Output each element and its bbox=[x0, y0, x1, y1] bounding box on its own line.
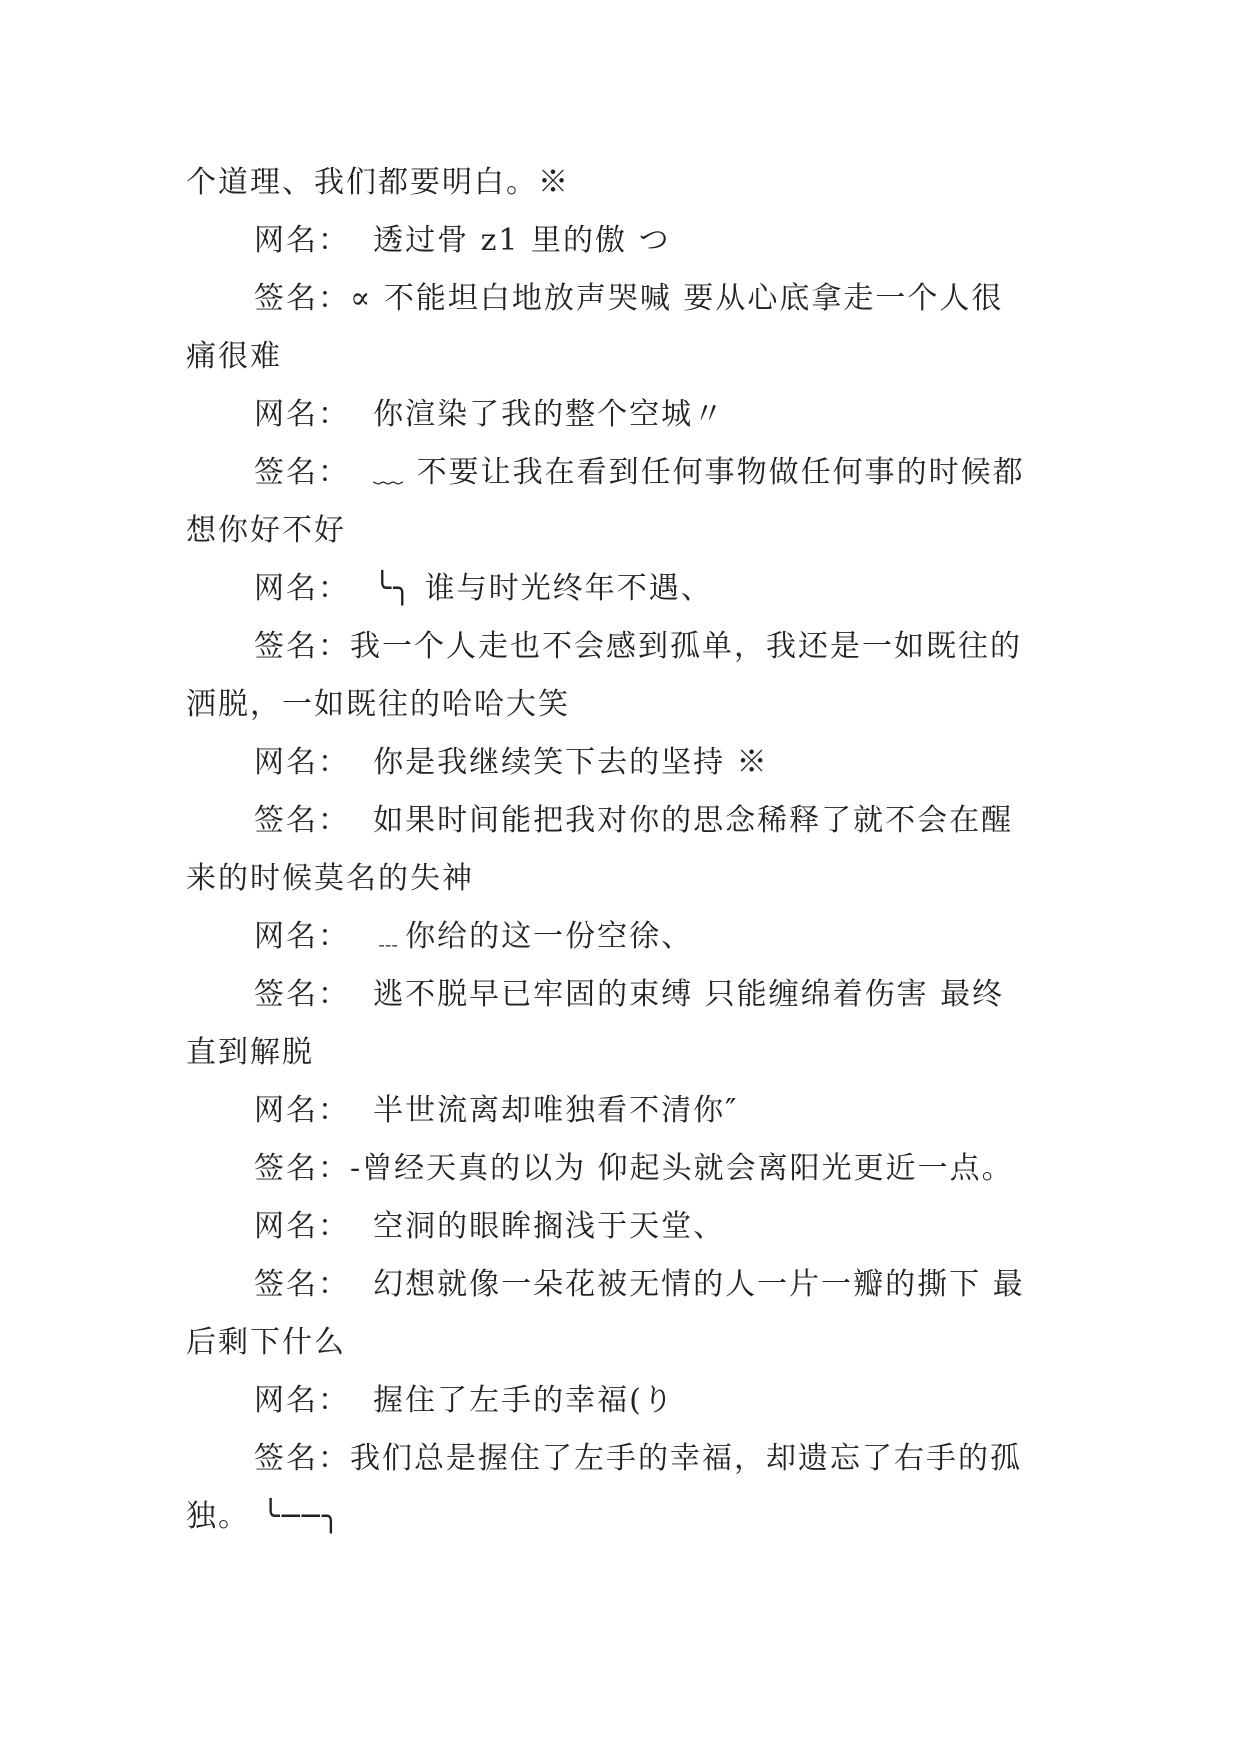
text-line: 独。 ╰──╮ bbox=[186, 1499, 342, 1534]
text-line: 网名： ﹍你给的这一份空徐、 bbox=[254, 919, 694, 954]
text-line: 想你好不好 bbox=[186, 513, 346, 548]
text-line: 签名：-曾经天真的以为 仰起头就会离阳光更近一点。 bbox=[254, 1151, 1014, 1186]
text-line: 洒脱，一如既往的哈哈大笑 bbox=[186, 687, 570, 722]
text-line: 直到解脱 bbox=[186, 1035, 314, 1070]
text-line: 个道理、我们都要明白。※ bbox=[186, 165, 570, 200]
text-line: 签名： 逃不脱早已牢固的束缚 只能缠绵着伤害 最终 bbox=[254, 977, 1005, 1012]
text-line: 网名： 空洞的眼眸搁浅于天堂、 bbox=[254, 1209, 726, 1244]
text-line: 签名： 幻想就像一朵花被无情的人一片一瓣的撕下 最 bbox=[254, 1267, 1025, 1302]
text-line: 网名： 握住了左手的幸福(り bbox=[254, 1383, 675, 1418]
text-line: 网名： 半世流离却唯独看不清你″ bbox=[254, 1093, 739, 1128]
text-line: 来的时候莫名的失神 bbox=[186, 861, 474, 896]
text-line: 痛很难 bbox=[186, 339, 282, 374]
text-line: 签名：我们总是握住了左手的幸福，却遗忘了右手的孤 bbox=[254, 1441, 1022, 1476]
text-line: 后剩下什么 bbox=[186, 1325, 346, 1360]
text-line: 网名： ╰╮ 谁与时光终年不遇、 bbox=[254, 571, 713, 606]
text-line: 网名： 你渲染了我的整个空城〃 bbox=[254, 397, 726, 432]
text-line: 网名： 透过骨 z1 里的傲 つ bbox=[254, 223, 671, 258]
text-line: 签名：∝ 不能坦白地放声哭喊 要从心底拿走一个人很 bbox=[254, 281, 1004, 316]
text-line: 网名： 你是我继续笑下去的坚持 ※ bbox=[254, 745, 769, 780]
text-line: 签名：我一个人走也不会感到孤单，我还是一如既往的 bbox=[254, 629, 1022, 664]
text-line: 签名： 如果时间能把我对你的思念稀释了就不会在醒 bbox=[254, 803, 1014, 838]
document-body bbox=[186, 154, 1066, 1546]
text-line: 签名： ﹏ 不要让我在看到任何事物做任何事的时候都 bbox=[254, 455, 1025, 490]
